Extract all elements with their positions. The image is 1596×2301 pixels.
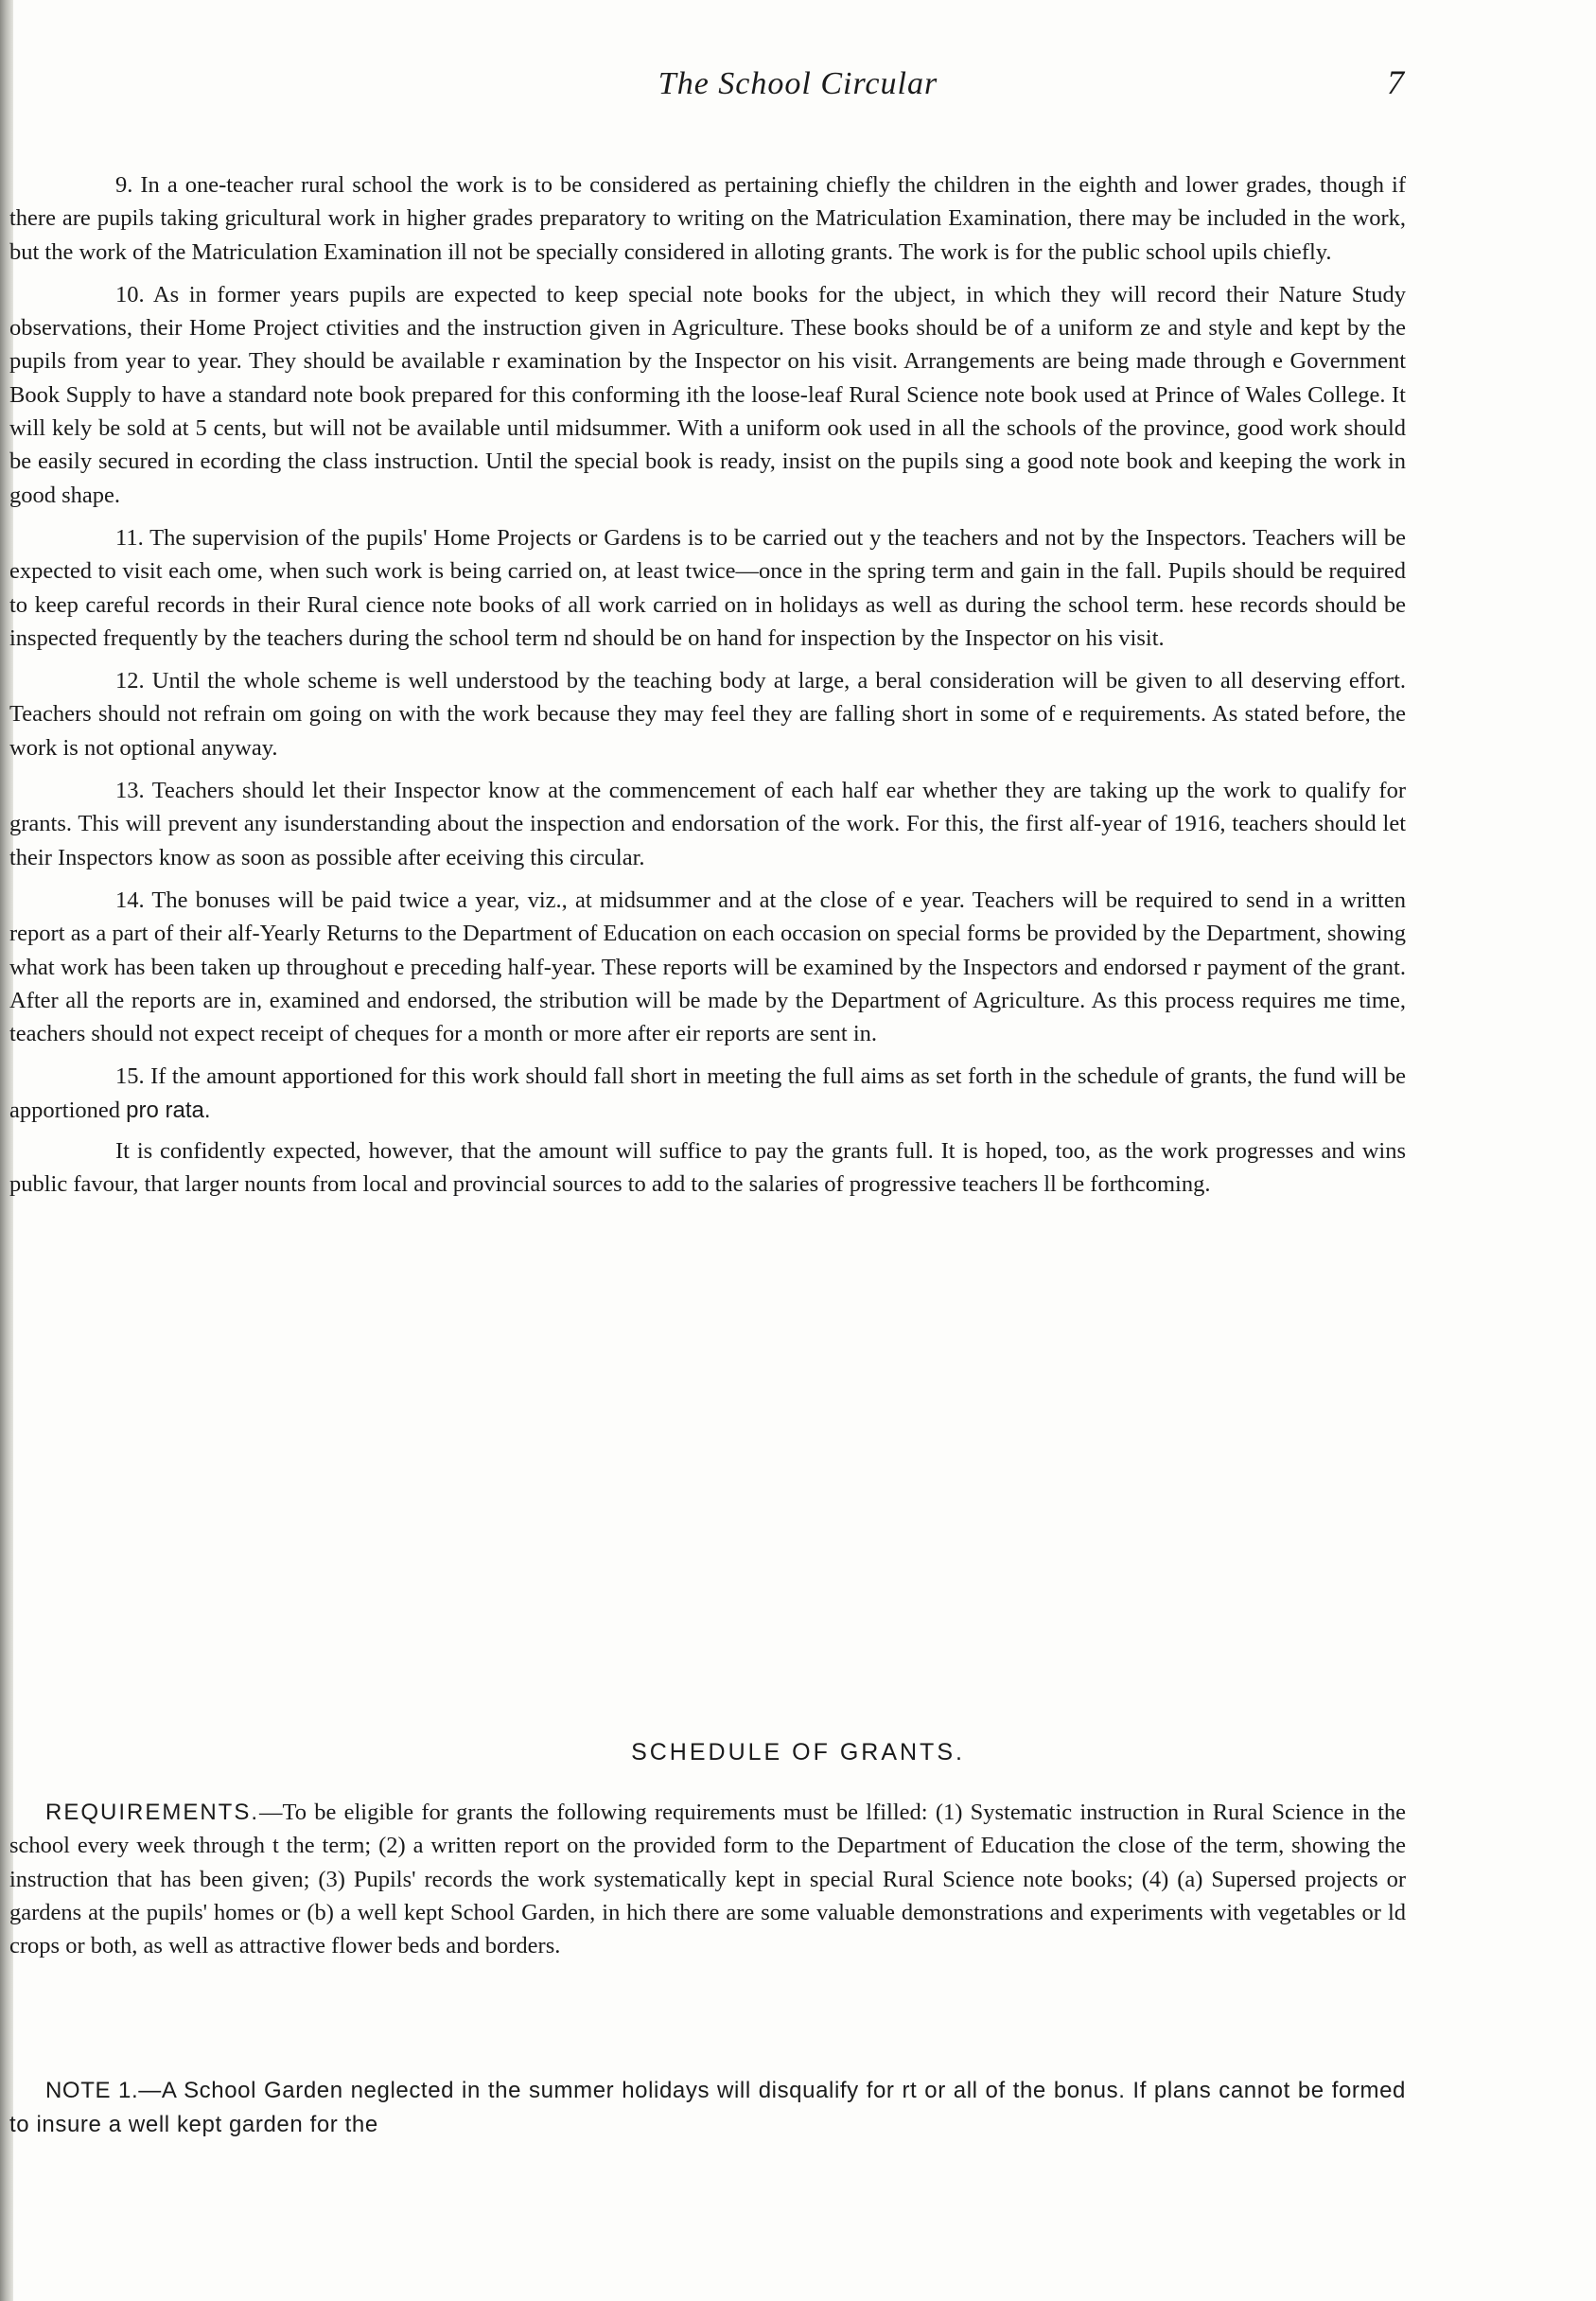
page-number: 7	[1387, 63, 1404, 101]
paragraph-15-text: 15. If the amount apportioned for this work should fall short in meeting the full aims as set forth in the schedule of grants, the fund will be apportioned	[9, 1063, 1406, 1123]
paragraph-9: 9. In a one-teacher rural school the work is to be considered as pertaining chiefly the children in the eighth and lower grades, though if there are pupils taking gricultural work in higher grades preparatory to writing on the Matriculation Examination, there may be included in the work, but the work of the Matriculation Examination ill not be specially considered in alloting grants. The work is for the public school upils chiefly.	[9, 172, 1406, 265]
paragraph-11: 11. The supervision of the pupils' Home Projects or Gardens is to be carried out y the teachers and not by the Inspectors. Teachers will be expected to visit each ome, when such work is being carried on, at least twice—once in the spring term and gain in the fall. Pupils should be required to keep careful records in their Rural cience note books of all work carried on in holidays as well as during the school term. hese records should be inspected frequently by the teachers during the school term nd should be on hand for inspection by the Inspector on his visit.	[9, 524, 1406, 651]
note-1: NOTE 1.—A School Garden neglected in the summer holidays will disqualify for rt or all of the bonus. If plans cannot be formed to insure a well kept garden for the	[9, 2078, 1406, 2137]
schedule-of-grants-heading: SCHEDULE OF GRANTS.	[631, 1739, 965, 1765]
requirements-lead: REQUIREMENTS.	[45, 1800, 260, 1825]
paragraph-14: 14. The bonuses will be paid twice a year, viz., at midsummer and at the close of e year. Teachers will be required to send in a written report as a part of their alf-Yearly Returns to the Department of Education on each occasion on special forms be provided by the Department, showing what work has been taken up throughout e preceding half-year. These reports will be examined by the Inspectors and endorsed r payment of the grant. After all the reports are in, examined and endorsed, the stribution will be made by the Department of Agriculture. As this process requires me time, teachers should not expect receipt of cheques for a month or more after eir reports are sent in.	[9, 887, 1406, 1047]
requirements-text: —To be eligible for grants the following requirements must be lfilled: (1) Systematic instruction in Rural Science in the school every week through t the term; (2) a written report on the provided form to the Department of Education the close of the term, showing the instruction that has been given; (3) Pupils' records the work systematically kept in special Rural Science note books; (4) (a) Supersed projects or gardens at the pupils' homes or (b) a well kept School Garden, in hich there are some valuable demonstrations and experiments with vegetables or ld crops or both, as well as attractive flower beds and borders.	[9, 1800, 1406, 1959]
running-header: The School Circular	[658, 66, 938, 101]
body-text	[9, 168, 1406, 1211]
paragraph-12: 12. Until the whole scheme is well understood by the teaching body at large, a beral consideration will be given to all deserving effort. Teachers should not refrain om going on with the work because they may feel they are falling short in some of e requirements. As stated before, the work is not optional anyway.	[9, 668, 1406, 761]
requirements-paragraph	[9, 1796, 1406, 1962]
paragraph-closing: It is confidently expected, however, that the amount will suffice to pay the grants full. It is hoped, too, as the work progresses and wins public favour, that larger nounts from local and provincial sources to add to the salaries of progressive teachers ll be forthcoming.	[9, 1138, 1406, 1198]
paragraph-13: 13. Teachers should let their Inspector know at the commencement of each half ear whether they are taking up the work to qualify for grants. This will prevent any isunderstanding about the inspection and endorsation of the work. For this, the first alf-year of 1916, teachers should let their Inspectors know as soon as possible after eceiving this circular.	[9, 778, 1406, 870]
paragraph-10: 10. As in former years pupils are expected to keep special note books for the ubject, in which they will record their Nature Study observations, their Home Project ctivities and the instruction given in Agriculture. These books should be of a uniform ze and style and kept by the pupils from year to year. They should be available r examination by the Inspector on his visit. Arrangements are being made through e Government Book Supply to have a standard note book prepared for this conforming ith the loose-leaf Rural Science note book used at Prince of Wales College. It will kely be sold at 5 cents, but will not be available until midsummer. With a uniform ook used in all the schools of the province, good work should be easily secured in ecording the class instruction. Until the special book is ready, insist on the pupils sing a good note book and keeping the work in good shape.	[9, 281, 1406, 508]
pro-rata-text: pro rata.	[126, 1097, 211, 1123]
paragraph-15	[9, 1060, 1406, 1127]
